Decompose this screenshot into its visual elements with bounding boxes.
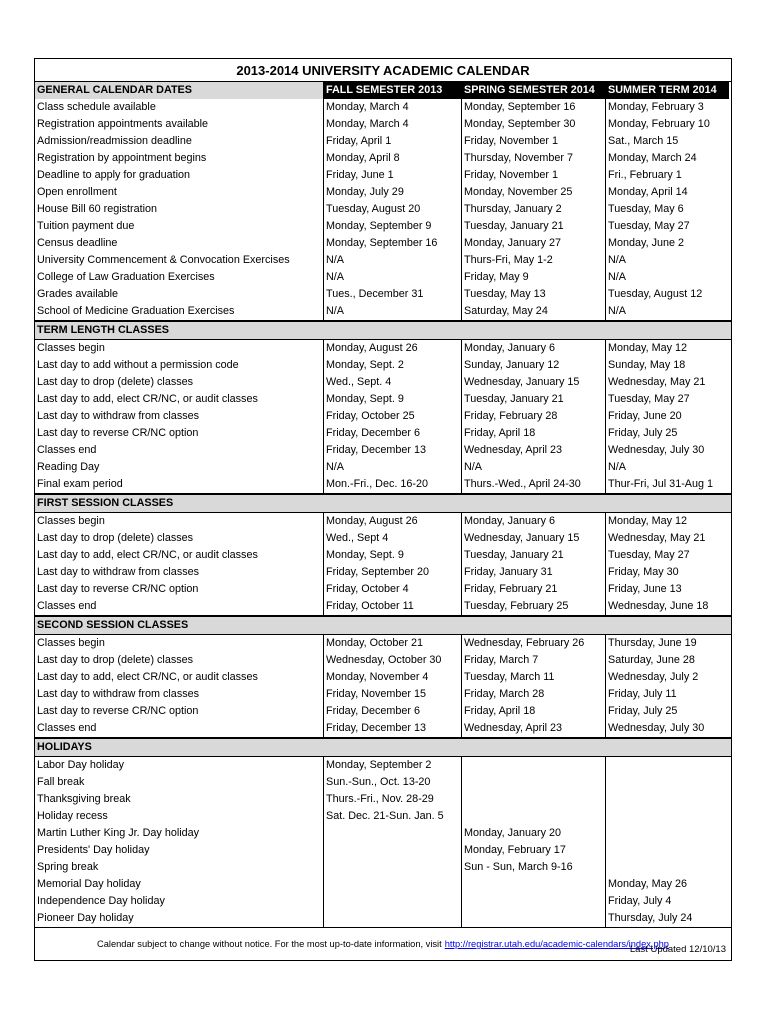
- spring-date: Wednesday, January 15: [462, 374, 606, 391]
- fall-date: Monday, March 4: [324, 99, 462, 116]
- row-label: College of Law Graduation Exercises: [35, 269, 324, 286]
- row-label: Classes end: [35, 442, 324, 459]
- spring-date: Monday, January 6: [462, 513, 606, 530]
- table-row: [35, 408, 731, 425]
- column-header-summer: SUMMER TERM 2014: [606, 82, 729, 99]
- summer-date: Saturday, June 28: [608, 654, 695, 666]
- row-label: Final exam period: [35, 476, 324, 493]
- spring-date: [462, 876, 606, 893]
- summer-date: Tuesday, May 27: [608, 393, 690, 405]
- spring-date: Saturday, May 24: [462, 303, 606, 320]
- section-title: SECOND SESSION CLASSES: [37, 619, 189, 631]
- table-row: [35, 876, 731, 893]
- spring-date: Thurs-Fri, May 1-2: [462, 252, 606, 269]
- row-label: Last day to drop (delete) classes: [35, 374, 324, 391]
- table-row: [35, 167, 731, 184]
- fall-date: Friday, September 20: [324, 564, 462, 581]
- row-label: Census deadline: [35, 235, 324, 252]
- table-row: [35, 99, 731, 116]
- row-label: House Bill 60 registration: [35, 201, 324, 218]
- spring-date: [462, 757, 606, 774]
- spring-date: Thurs.-Wed., April 24-30: [462, 476, 606, 493]
- table-row: [35, 442, 731, 459]
- summer-date: Friday, July 25: [608, 427, 678, 439]
- spring-date: Tuesday, January 21: [462, 391, 606, 408]
- summer-date: [606, 859, 729, 876]
- table-row: [35, 391, 731, 408]
- table-row: [35, 184, 731, 201]
- summer-date: Friday, July 25: [608, 705, 678, 717]
- spring-date: Monday, November 25: [462, 184, 606, 201]
- spring-date: Thursday, November 7: [462, 150, 606, 167]
- table-row: [35, 340, 731, 357]
- fall-date: Monday, March 4: [324, 116, 462, 133]
- spring-date: Wednesday, February 26: [462, 635, 606, 652]
- column-header-general: GENERAL CALENDAR DATES: [35, 82, 324, 99]
- section-title: TERM LENGTH CLASSES: [37, 324, 169, 336]
- table-row: [35, 598, 731, 615]
- row-label: Last day to reverse CR/NC option: [35, 703, 324, 720]
- row-label: Pioneer Day holiday: [35, 910, 324, 927]
- fall-date: Wednesday, October 30: [324, 652, 462, 669]
- summer-date: Thursday, June 19: [608, 637, 697, 649]
- footer-note-text: Calendar subject to change without notice. For the most up-to-date information, visit: [97, 939, 442, 949]
- fall-date: Monday, September 2: [324, 757, 462, 774]
- spring-date: Thursday, January 2: [462, 201, 606, 218]
- summer-date: Monday, May 26: [608, 878, 688, 890]
- summer-date: [606, 791, 729, 808]
- row-label: Admission/readmission deadline: [35, 133, 324, 150]
- fall-date: Monday, April 8: [324, 150, 462, 167]
- spring-date: Monday, January 6: [462, 340, 606, 357]
- fall-date: Wed., Sept 4: [324, 530, 462, 547]
- row-label: Last day to reverse CR/NC option: [35, 581, 324, 598]
- fall-date: N/A: [324, 303, 462, 320]
- summer-date: Monday, April 14: [608, 186, 688, 198]
- summer-date: Wednesday, July 30: [608, 444, 705, 456]
- table-row: [35, 252, 731, 269]
- spring-date: Monday, September 16: [462, 99, 606, 116]
- fall-date: [324, 893, 462, 910]
- table-row: [35, 235, 731, 252]
- row-label: Classes end: [35, 720, 324, 737]
- table-row: [35, 669, 731, 686]
- summer-date: Monday, February 10: [608, 118, 710, 130]
- row-label: Last day to drop (delete) classes: [35, 652, 324, 669]
- spring-date: Tuesday, May 13: [462, 286, 606, 303]
- spring-date: Monday, February 17: [462, 842, 606, 859]
- fall-date: Monday, September 16: [324, 235, 462, 252]
- table-row: [35, 910, 731, 927]
- table-row: [35, 150, 731, 167]
- spring-date: Friday, November 1: [462, 133, 606, 150]
- spring-date: Friday, May 9: [462, 269, 606, 286]
- summer-date: N/A: [608, 271, 626, 283]
- section-header: [35, 493, 731, 513]
- spring-date: [462, 893, 606, 910]
- row-label: Grades available: [35, 286, 324, 303]
- summer-date: Thur-Fri, Jul 31-Aug 1: [608, 478, 714, 490]
- spring-date: Friday, March 7: [462, 652, 606, 669]
- fall-date: Monday, July 29: [324, 184, 462, 201]
- spring-date: [462, 910, 606, 927]
- table-row: [35, 530, 731, 547]
- section-header: [35, 615, 731, 635]
- fall-date: Thurs.-Fri., Nov. 28-29: [324, 791, 462, 808]
- summer-date: Friday, June 20: [608, 410, 682, 422]
- table-row: [35, 859, 731, 876]
- row-label: Registration appointments available: [35, 116, 324, 133]
- table-row: [35, 757, 731, 774]
- row-label: Thanksgiving break: [35, 791, 324, 808]
- section-header: [35, 320, 731, 340]
- spring-date: [462, 791, 606, 808]
- spring-date: Monday, September 30: [462, 116, 606, 133]
- row-label: Presidents' Day holiday: [35, 842, 324, 859]
- fall-date: Tues., December 31: [324, 286, 462, 303]
- summer-date: [606, 825, 729, 842]
- summer-date: Wednesday, June 18: [608, 600, 709, 612]
- fall-date: [324, 876, 462, 893]
- spring-date: Wednesday, April 23: [462, 442, 606, 459]
- spring-date: [462, 774, 606, 791]
- fall-date: Tuesday, August 20: [324, 201, 462, 218]
- table-row: [35, 303, 731, 320]
- academic-calendar-table: [34, 58, 732, 961]
- row-label: Fall break: [35, 774, 324, 791]
- table-row: [35, 286, 731, 303]
- row-label: Memorial Day holiday: [35, 876, 324, 893]
- spring-date: Friday, February 28: [462, 408, 606, 425]
- fall-date: Monday, September 9: [324, 218, 462, 235]
- row-label: Last day to withdraw from classes: [35, 408, 324, 425]
- summer-date: Wednesday, May 21: [608, 376, 706, 388]
- table-row: [35, 564, 731, 581]
- table-row: [35, 547, 731, 564]
- spring-date: Friday, January 31: [462, 564, 606, 581]
- registrar-link[interactable]: http://registrar.utah.edu/academic-calendars/index.php: [444, 939, 669, 949]
- table-row: [35, 133, 731, 150]
- fall-date: N/A: [324, 459, 462, 476]
- table-row: [35, 459, 731, 476]
- row-label: School of Medicine Graduation Exercises: [35, 303, 324, 320]
- table-row: [35, 513, 731, 530]
- spring-date: Tuesday, January 21: [462, 218, 606, 235]
- table-row: [35, 581, 731, 598]
- fall-date: Monday, Sept. 2: [324, 357, 462, 374]
- table-row: [35, 720, 731, 737]
- row-label: Last day to add without a permission code: [35, 357, 324, 374]
- summer-date: Sunday, May 18: [608, 359, 686, 371]
- section-title: HOLIDAYS: [37, 741, 92, 753]
- spring-date: Sunday, January 12: [462, 357, 606, 374]
- row-label: University Commencement & Convocation Exercises: [35, 252, 324, 269]
- fall-date: N/A: [324, 252, 462, 269]
- summer-date: Fri., February 1: [608, 169, 682, 181]
- spring-date: Tuesday, February 25: [462, 598, 606, 615]
- summer-date: Friday, July 4: [608, 895, 672, 907]
- fall-date: Monday, November 4: [324, 669, 462, 686]
- summer-date: Friday, May 30: [608, 566, 679, 578]
- row-label: Independence Day holiday: [35, 893, 324, 910]
- summer-date: Tuesday, May 6: [608, 203, 684, 215]
- summer-date: Monday, May 12: [608, 342, 688, 354]
- column-header-row: [35, 82, 731, 99]
- fall-date: Mon.-Fri., Dec. 16-20: [324, 476, 462, 493]
- summer-date: Monday, May 12: [608, 515, 688, 527]
- spring-date: Friday, February 21: [462, 581, 606, 598]
- fall-date: Friday, June 1: [324, 167, 462, 184]
- table-row: [35, 425, 731, 442]
- row-label: Labor Day holiday: [35, 757, 324, 774]
- spring-date: Monday, January 20: [462, 825, 606, 842]
- summer-date: Sat., March 15: [608, 135, 679, 147]
- spring-date: Tuesday, March 11: [462, 669, 606, 686]
- table-row: [35, 218, 731, 235]
- summer-date: Tuesday, May 27: [608, 549, 690, 561]
- summer-date: N/A: [608, 461, 626, 473]
- spring-date: Friday, November 1: [462, 167, 606, 184]
- fall-date: Monday, August 26: [324, 513, 462, 530]
- row-label: Class schedule available: [35, 99, 324, 116]
- table-row: [35, 374, 731, 391]
- summer-date: [606, 808, 729, 825]
- summer-date: [606, 774, 729, 791]
- fall-date: [324, 859, 462, 876]
- fall-date: Friday, December 13: [324, 720, 462, 737]
- summer-date: Monday, February 3: [608, 101, 704, 113]
- table-row: [35, 476, 731, 493]
- summer-date: Thursday, July 24: [608, 912, 693, 924]
- column-header-fall: FALL SEMESTER 2013: [324, 82, 462, 99]
- summer-date: Tuesday, August 12: [608, 288, 703, 300]
- row-label: Classes begin: [35, 635, 324, 652]
- fall-date: Friday, October 11: [324, 598, 462, 615]
- row-label: Spring break: [35, 859, 324, 876]
- spring-date: Friday, April 18: [462, 703, 606, 720]
- fall-date: Friday, December 13: [324, 442, 462, 459]
- section-title: FIRST SESSION CLASSES: [37, 497, 174, 509]
- spring-date: N/A: [462, 459, 606, 476]
- fall-date: Friday, April 1: [324, 133, 462, 150]
- table-row: [35, 652, 731, 669]
- spring-date: Monday, January 27: [462, 235, 606, 252]
- row-label: Registration by appointment begins: [35, 150, 324, 167]
- summer-date: [606, 757, 729, 774]
- row-label: Deadline to apply for graduation: [35, 167, 324, 184]
- fall-date: [324, 825, 462, 842]
- section-header: [35, 737, 731, 757]
- fall-date: [324, 842, 462, 859]
- fall-date: Friday, December 6: [324, 425, 462, 442]
- table-row: [35, 269, 731, 286]
- spring-date: Tuesday, January 21: [462, 547, 606, 564]
- summer-date: N/A: [608, 305, 626, 317]
- summer-date: Wednesday, May 21: [608, 532, 706, 544]
- spring-date: Wednesday, April 23: [462, 720, 606, 737]
- table-row: [35, 686, 731, 703]
- fall-date: Monday, Sept. 9: [324, 547, 462, 564]
- row-label: Last day to add, elect CR/NC, or audit classes: [35, 391, 324, 408]
- row-label: Tuition payment due: [35, 218, 324, 235]
- spring-date: [462, 808, 606, 825]
- row-label: Martin Luther King Jr. Day holiday: [35, 825, 324, 842]
- spring-date: Friday, March 28: [462, 686, 606, 703]
- row-label: Reading Day: [35, 459, 324, 476]
- fall-date: [324, 910, 462, 927]
- summer-date: Monday, March 24: [608, 152, 697, 164]
- table-row: [35, 808, 731, 825]
- row-label: Last day to withdraw from classes: [35, 686, 324, 703]
- summer-date: Tuesday, May 27: [608, 220, 690, 232]
- summer-date: Wednesday, July 2: [608, 671, 699, 683]
- table-row: [35, 116, 731, 133]
- summer-date: Friday, July 11: [608, 688, 677, 700]
- summer-date: Friday, June 13: [608, 583, 682, 595]
- table-row: [35, 774, 731, 791]
- table-row: [35, 357, 731, 374]
- summer-date: [606, 842, 729, 859]
- fall-date: Monday, August 26: [324, 340, 462, 357]
- fall-date: Monday, October 21: [324, 635, 462, 652]
- row-label: Classes begin: [35, 340, 324, 357]
- spring-date: Friday, April 18: [462, 425, 606, 442]
- row-label: Last day to reverse CR/NC option: [35, 425, 324, 442]
- row-label: Last day to add, elect CR/NC, or audit classes: [35, 547, 324, 564]
- table-row: [35, 893, 731, 910]
- fall-date: Monday, Sept. 9: [324, 391, 462, 408]
- row-label: Open enrollment: [35, 184, 324, 201]
- fall-date: Sat. Dec. 21-Sun. Jan. 5: [324, 808, 462, 825]
- fall-date: Friday, October 25: [324, 408, 462, 425]
- row-label: Last day to withdraw from classes: [35, 564, 324, 581]
- calendar-body: [35, 99, 731, 927]
- row-label: Last day to drop (delete) classes: [35, 530, 324, 547]
- last-updated: Last Updated 12/10/13: [629, 944, 726, 955]
- table-row: [35, 791, 731, 808]
- fall-date: N/A: [324, 269, 462, 286]
- table-row: [35, 635, 731, 652]
- table-row: [35, 201, 731, 218]
- summer-date: Monday, June 2: [608, 237, 685, 249]
- row-label: Classes begin: [35, 513, 324, 530]
- fall-date: Friday, November 15: [324, 686, 462, 703]
- fall-date: Friday, December 6: [324, 703, 462, 720]
- fall-date: Wed., Sept. 4: [324, 374, 462, 391]
- fall-date: Sun.-Sun., Oct. 13-20: [324, 774, 462, 791]
- footer-note: [35, 927, 731, 960]
- row-label: Holiday recess: [35, 808, 324, 825]
- spring-date: Sun - Sun, March 9-16: [462, 859, 606, 876]
- table-row: [35, 842, 731, 859]
- summer-date: N/A: [608, 254, 626, 266]
- table-row: [35, 825, 731, 842]
- spring-date: Wednesday, January 15: [462, 530, 606, 547]
- row-label: Last day to add, elect CR/NC, or audit classes: [35, 669, 324, 686]
- column-header-spring: SPRING SEMESTER 2014: [462, 82, 606, 99]
- calendar-title: 2013-2014 UNIVERSITY ACADEMIC CALENDAR: [35, 59, 731, 82]
- table-row: [35, 703, 731, 720]
- summer-date: Wednesday, July 30: [608, 722, 705, 734]
- fall-date: Friday, October 4: [324, 581, 462, 598]
- row-label: Classes end: [35, 598, 324, 615]
